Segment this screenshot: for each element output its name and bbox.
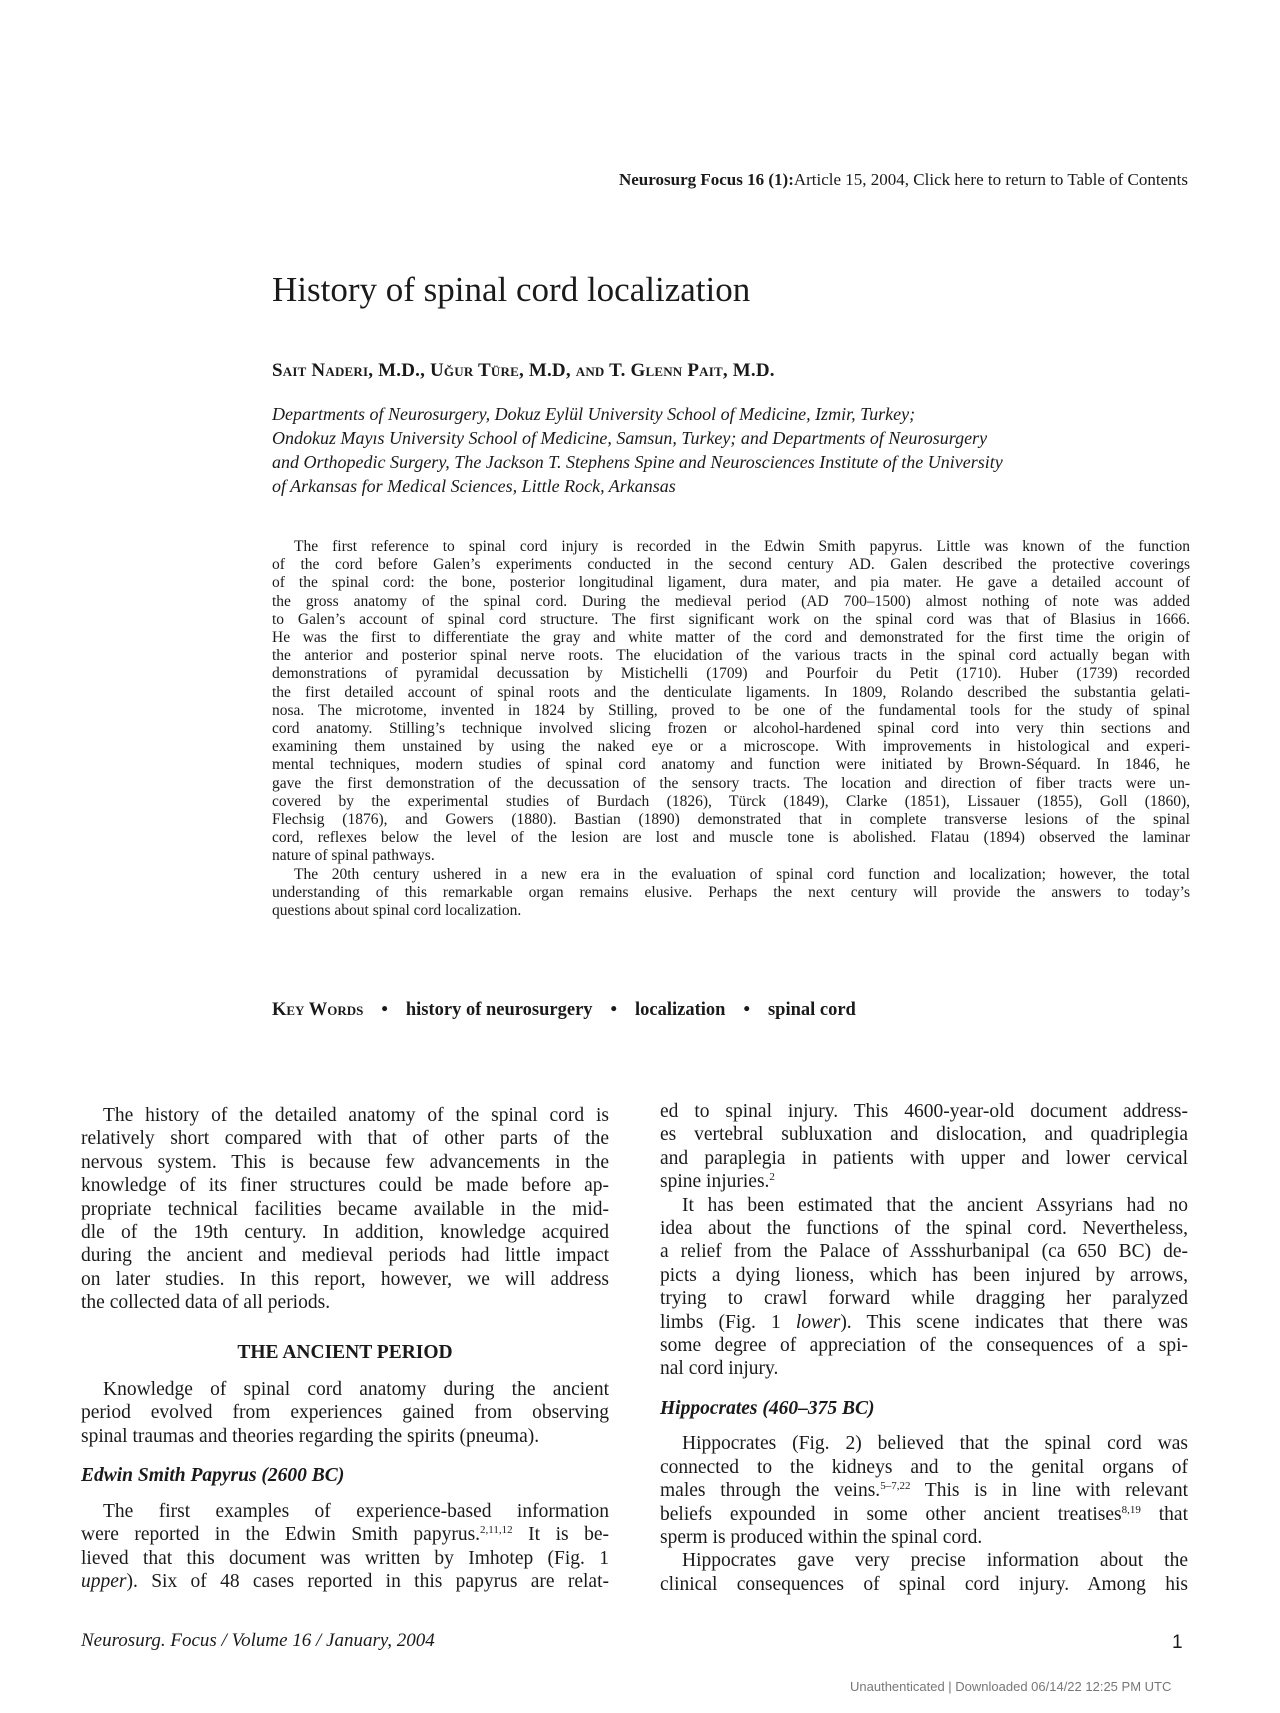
text-span: ). This scene indicates that there was	[840, 1311, 1188, 1333]
affiliation-line: of Arkansas for Medical Sciences, Little Rock, Arkansas	[272, 476, 676, 496]
abstract-line: examining them unstained by using the naked eye or a microscope. With improvements in histological and experi-	[272, 738, 1190, 756]
running-header	[300, 170, 1188, 190]
abstract-line: demonstrations of pyramidal decussation by Mistichelli (1709) and Pourfoir du Petit (1710). Huber (1739) recorded	[272, 665, 1190, 683]
body-line: sperm is produced within the spinal cord.	[660, 1526, 983, 1548]
abstract-line: Flechsig (1876), and Gowers (1880). Bastian (1890) demonstrated that in complete transverse lesions of the spinal	[272, 811, 1190, 829]
page-number: 1	[1172, 1632, 1183, 1653]
keyword-bullet: •	[610, 1000, 618, 1020]
keyword-item: history of neurosurgery	[405, 1000, 593, 1020]
body-line	[660, 1170, 1188, 1193]
body-line: Hippocrates (Fig. 2) believed that the spinal cord was	[682, 1433, 1188, 1455]
body-line: The first examples of experience-based information	[103, 1500, 609, 1522]
affiliation	[272, 402, 1194, 498]
section-heading: THE ANCIENT PERIOD	[237, 1341, 453, 1363]
body-line: nal cord injury.	[660, 1358, 779, 1380]
affiliation-line: Ondokuz Mayıs University School of Medicine, Samsun, Turkey; and Departments of Neurosurgery	[272, 428, 988, 448]
body-column-right	[660, 1100, 1188, 1596]
subsection-heading: Hippocrates (460–375 BC)	[660, 1397, 875, 1419]
body-line: some degree of appreciation of the consequences of a spi-	[660, 1335, 1188, 1357]
abstract-line: understanding of this remarkable organ remains elusive. Perhaps the next century will provide the answers to today’s	[272, 883, 1190, 901]
body-line	[660, 1311, 1188, 1334]
figure-ref: lower	[795, 1311, 841, 1333]
citation: 5–7,22	[880, 1480, 911, 1493]
body-line	[81, 1570, 609, 1593]
text-span: spine injuries.	[660, 1171, 770, 1193]
text-span: It is be-	[512, 1524, 609, 1546]
body-line: a relief from the Palace of Assshurbanipal (ca 650 BC) de-	[660, 1241, 1188, 1263]
abstract-line: cord anatomy. Stilling’s technique involved slicing frozen or alcohol-hardened spinal cord into very thin sections and	[272, 720, 1190, 738]
abstract-line: the first detailed account of spinal roots and the denticulate ligaments. In 1809, Rolando described the substantia gelati-	[272, 683, 1190, 701]
body-line: relatively short compared with that of other parts of the	[81, 1128, 609, 1150]
keyword-bullet: •	[743, 1000, 750, 1020]
citation: 2	[769, 1171, 775, 1184]
abstract-line: questions about spinal cord localization.	[272, 902, 522, 920]
abstract-line: nature of spinal pathways.	[272, 847, 435, 865]
keyword-item: spinal cord	[767, 1000, 856, 1020]
body-line: The history of the detailed anatomy of the spinal cord is	[103, 1105, 609, 1126]
text-span: that	[1140, 1503, 1188, 1525]
affiliation-line: and Orthopedic Surgery, The Jackson T. Stephens Spine and Neurosciences Institute of the University	[272, 452, 1003, 472]
body-line: lieved that this document was written by Imhotep (Fig. 1	[81, 1547, 609, 1569]
body-line: knowledge of its finer structures could be made before ap-	[81, 1175, 609, 1197]
abstract-line: cord, reflexes below the level of the lesion are lost and muscle tone is abolished. Flatau (1894) observed the laminar	[272, 829, 1190, 847]
body-line: Hippocrates gave very precise information about the	[682, 1550, 1188, 1572]
abstract-line: of the cord before Galen’s experiments conducted in the second century AD. Galen described the protective coverings	[272, 556, 1190, 574]
body-line	[81, 1523, 609, 1546]
body-line: It has been estimated that the ancient Assyrians had no	[682, 1194, 1188, 1216]
body-line: and paraplegia in patients with upper and lower cervical	[660, 1147, 1188, 1169]
body-line: idea about the functions of the spinal cord. Nevertheless,	[660, 1218, 1188, 1240]
figure-ref: upper	[81, 1570, 127, 1592]
text-span: ). Six of 48 cases reported in this papyrus are relat-	[126, 1570, 609, 1592]
text-span: beliefs expounded in some other ancient treatises	[660, 1503, 1122, 1525]
body-line: the collected data of all periods.	[81, 1292, 331, 1314]
abstract-line: He was the first to differentiate the gray and white matter of the cord and demonstrated for the first time the origin of	[272, 629, 1190, 647]
abstract-line: The 20th century ushered in a new era in the evaluation of spinal cord function and localization; however, the total	[294, 865, 1190, 883]
citation: 2,11,12	[480, 1524, 513, 1537]
text-span: were reported in the Edwin Smith papyrus.	[81, 1524, 481, 1546]
text-span: This is in line with relevant	[910, 1480, 1188, 1502]
text-span: males through the veins.	[660, 1480, 881, 1502]
body-line: propriate technical facilities became available in the mid-	[81, 1198, 609, 1220]
affiliation-line: Departments of Neurosurgery, Dokuz Eylül University School of Medicine, Izmir, Turkey;	[272, 404, 916, 424]
toc-link[interactable]: Article 15, 2004, Click here to return to Table of Contents	[793, 170, 1188, 189]
abstract-line: the gross anatomy of the spinal cord. During the medieval period (AD 700–1500) almost nothing of note was added	[272, 592, 1190, 610]
body-line: during the ancient and medieval periods had little impact	[81, 1245, 609, 1267]
author-list: Sait Naderi, M.D., Uğur Türe, M.D, and T. Glenn Pait, M.D.	[272, 360, 775, 381]
body-line: ed to spinal injury. This 4600-year-old document address-	[660, 1101, 1188, 1122]
body-line: picts a dying lioness, which has been injured by arrows,	[660, 1264, 1188, 1286]
body-line: spinal traumas and theories regarding the spirits (pneuma).	[81, 1425, 540, 1447]
keywords	[272, 1000, 856, 1021]
body-line	[660, 1479, 1188, 1502]
abstract-line: nosa. The microtome, invented in 1824 by Stilling, proved to be one of the fundamental tools for the study of spinal	[272, 701, 1190, 719]
body-line: nervous system. This is because few advancements in the	[81, 1151, 609, 1173]
body-line: trying to crawl forward while dragging her paralyzed	[660, 1288, 1188, 1310]
journal-issue: Neurosurg Focus 16 (1):	[618, 170, 794, 189]
keyword-bullet: •	[381, 1000, 388, 1020]
footer-journal: Neurosurg. Focus / Volume 16 / January, 2004	[81, 1630, 435, 1651]
text-span: limbs (Fig. 1	[660, 1311, 796, 1333]
subsection-heading: Edwin Smith Papyrus (2600 BC)	[81, 1465, 345, 1487]
body-line	[660, 1503, 1188, 1526]
body-line: on later studies. In this report, however, we will address	[81, 1268, 609, 1290]
keywords-label: Key Words	[272, 1000, 364, 1020]
body-line: connected to the kidneys and to the genital organs of	[660, 1456, 1188, 1478]
abstract-line: The first reference to spinal cord injury is recorded in the Edwin Smith papyrus. Little was known of the function	[294, 538, 1190, 555]
body-column-left	[81, 1104, 609, 1593]
body-line: Knowledge of spinal cord anatomy during the ancient	[103, 1379, 609, 1401]
abstract-line: to Galen’s account of spinal cord structure. The first significant work on the spinal cord was that of Blasius in 1666.	[272, 610, 1190, 628]
body-line: es vertebral subluxation and dislocation, and quadriplegia	[660, 1124, 1188, 1146]
abstract-line: gave the first demonstration of the decussation of the sensory tracts. The location and direction of fiber tracts were un-	[272, 774, 1190, 792]
body-line: dle of the 19th century. In addition, knowledge acquired	[81, 1222, 609, 1244]
abstract-line: covered by the experimental studies of Burdach (1826), Türck (1849), Clarke (1851), Lissauer (1855), Goll (1860),	[272, 792, 1190, 810]
download-stamp: Unauthenticated | Downloaded 06/14/22 12:25 PM UTC	[850, 1679, 1172, 1694]
body-line: period evolved from experiences gained from observing	[81, 1402, 609, 1424]
body-line: clinical consequences of spinal cord injury. Among his	[660, 1573, 1188, 1595]
article-title: History of spinal cord localization	[272, 270, 751, 309]
abstract-line: the anterior and posterior spinal nerve roots. The elucidation of the various tracts in the spinal cord actually began with	[272, 647, 1190, 665]
citation: 8,19	[1121, 1503, 1141, 1516]
abstract	[272, 538, 1190, 920]
abstract-line: mental techniques, modern studies of spinal cord anatomy and function were initiated by Brown-Séquard. In 1846, he	[272, 756, 1190, 774]
keyword-item: localization	[635, 1000, 726, 1020]
abstract-line: of the spinal cord: the bone, posterior longitudinal ligament, dura mater, and pia mater. He gave a detailed account of	[272, 574, 1190, 592]
